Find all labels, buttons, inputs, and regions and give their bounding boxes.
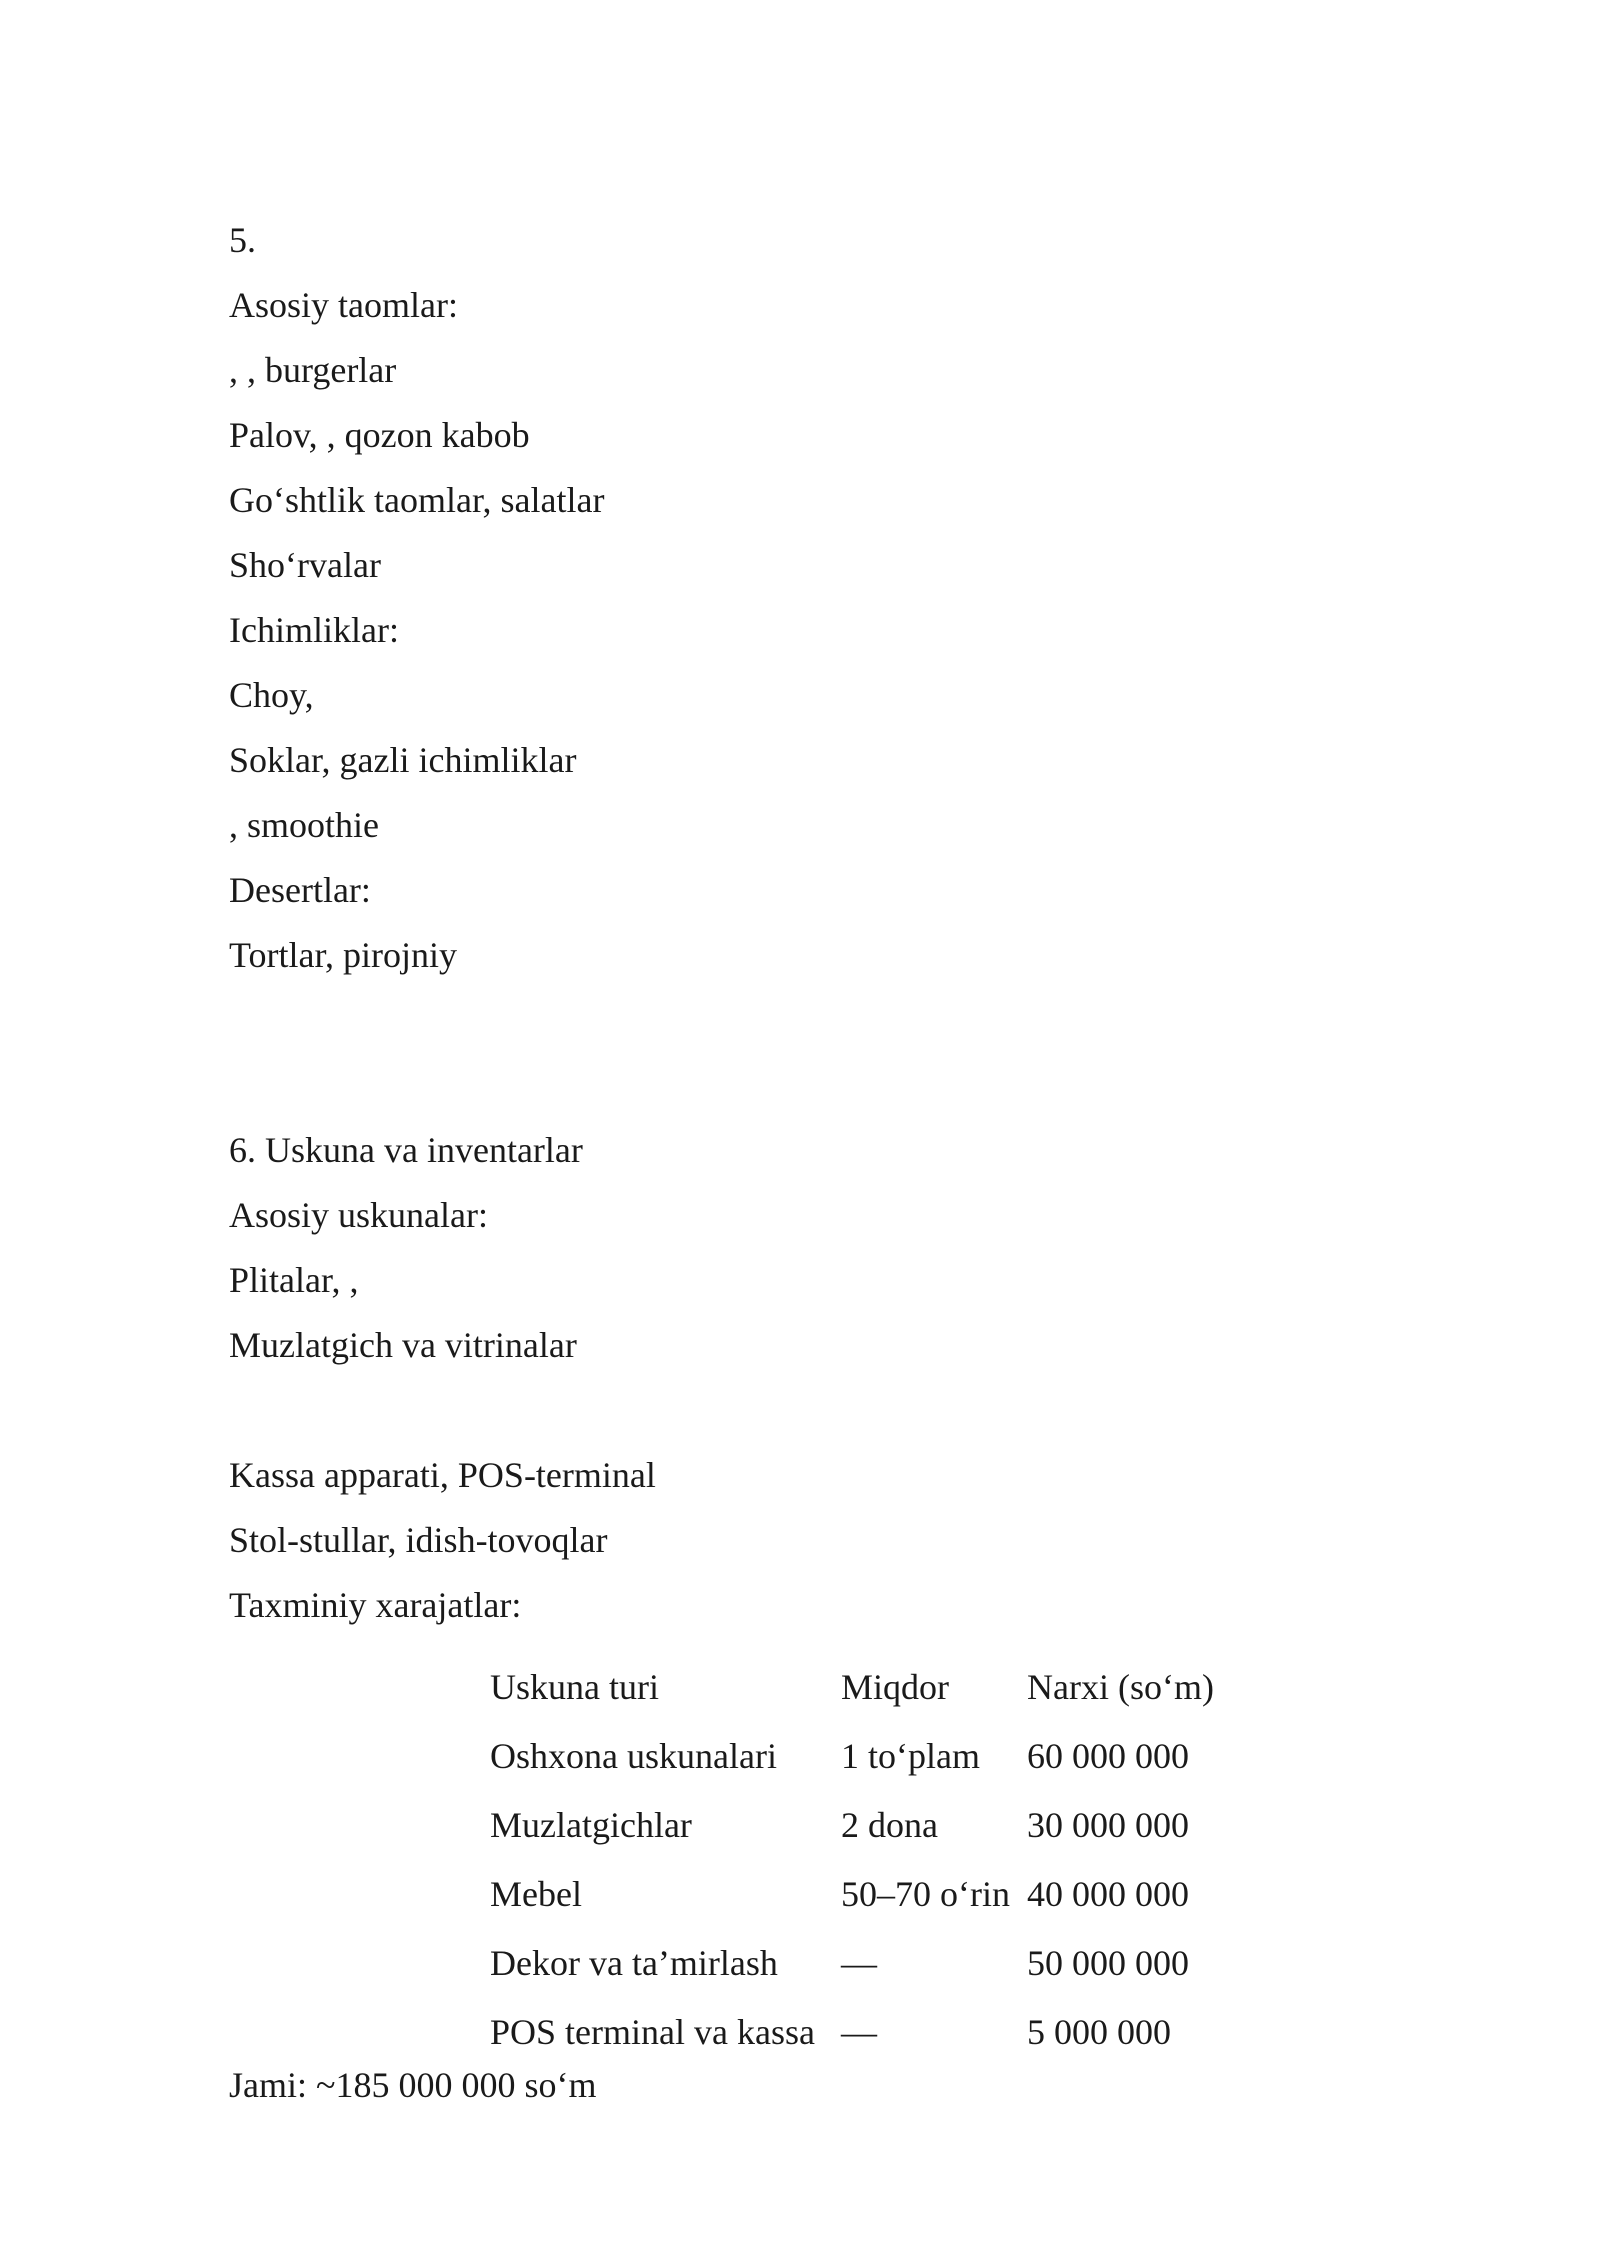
equipment-cost-table xyxy=(490,1652,1247,2066)
table-cell: 50 000 000 xyxy=(1027,1942,1189,1983)
table-row xyxy=(490,1928,1247,1997)
section-5-number: 5. xyxy=(229,220,256,260)
column-header: Narxi (so‘m) xyxy=(1027,1666,1214,1707)
drink-item: Choy, xyxy=(229,675,314,715)
table-cell: 30 000 000 xyxy=(1027,1804,1189,1845)
table-cell: Muzlatgichlar xyxy=(490,1804,692,1845)
table-cell: 5 000 000 xyxy=(1027,2011,1171,2052)
table-cell: — xyxy=(841,2011,877,2052)
equipment-item: Kassa apparati, POS-terminal xyxy=(229,1455,656,1495)
table-cell: 50–70 o‘rin xyxy=(841,1873,1010,1914)
drink-item: , smoothie xyxy=(229,805,379,845)
table-cell: Dekor va ta’mirlash xyxy=(490,1942,778,1983)
table-cell: Mebel xyxy=(490,1873,582,1914)
table-cell: POS terminal va kassa xyxy=(490,2011,815,2052)
desserts-heading: Desertlar: xyxy=(229,870,371,910)
equipment-item: Muzlatgich va vitrinalar xyxy=(229,1325,577,1365)
table-cell: 1 to‘plam xyxy=(841,1735,980,1776)
table-cell: 60 000 000 xyxy=(1027,1735,1189,1776)
table-row xyxy=(490,1790,1247,1859)
main-dish-item: Palov, , qozon kabob xyxy=(229,415,530,455)
table-row xyxy=(490,1721,1247,1790)
table-header-row xyxy=(490,1652,1247,1721)
drinks-heading: Ichimliklar: xyxy=(229,610,399,650)
main-dish-item: Sho‘rvalar xyxy=(229,545,381,585)
table-row xyxy=(490,1859,1247,1928)
main-dish-item: Go‘shtlik taomlar, salatlar xyxy=(229,480,605,520)
equipment-heading: Asosiy uskunalar: xyxy=(229,1195,488,1235)
main-dish-item: , , burgerlar xyxy=(229,350,397,390)
table-cell: Oshxona uskunalari xyxy=(490,1735,777,1776)
equipment-item: Plitalar, , xyxy=(229,1260,359,1300)
section-6-title: 6. Uskuna va inventarlar xyxy=(229,1130,583,1170)
table-row xyxy=(490,1997,1247,2066)
dessert-item: Tortlar, pirojniy xyxy=(229,935,457,975)
equipment-item: Stol-stullar, idish-tovoqlar xyxy=(229,1520,608,1560)
main-dishes-heading: Asosiy taomlar: xyxy=(229,285,458,325)
column-header: Uskuna turi xyxy=(490,1666,659,1707)
table-cell: 40 000 000 xyxy=(1027,1873,1189,1914)
drink-item: Soklar, gazli ichimliklar xyxy=(229,740,577,780)
costs-heading: Taxminiy xarajatlar: xyxy=(229,1585,522,1625)
table-cell: 2 dona xyxy=(841,1804,938,1845)
total-cost: Jami: ~185 000 000 so‘m xyxy=(229,2065,597,2105)
table-cell: — xyxy=(841,1942,877,1983)
column-header: Miqdor xyxy=(841,1666,949,1707)
